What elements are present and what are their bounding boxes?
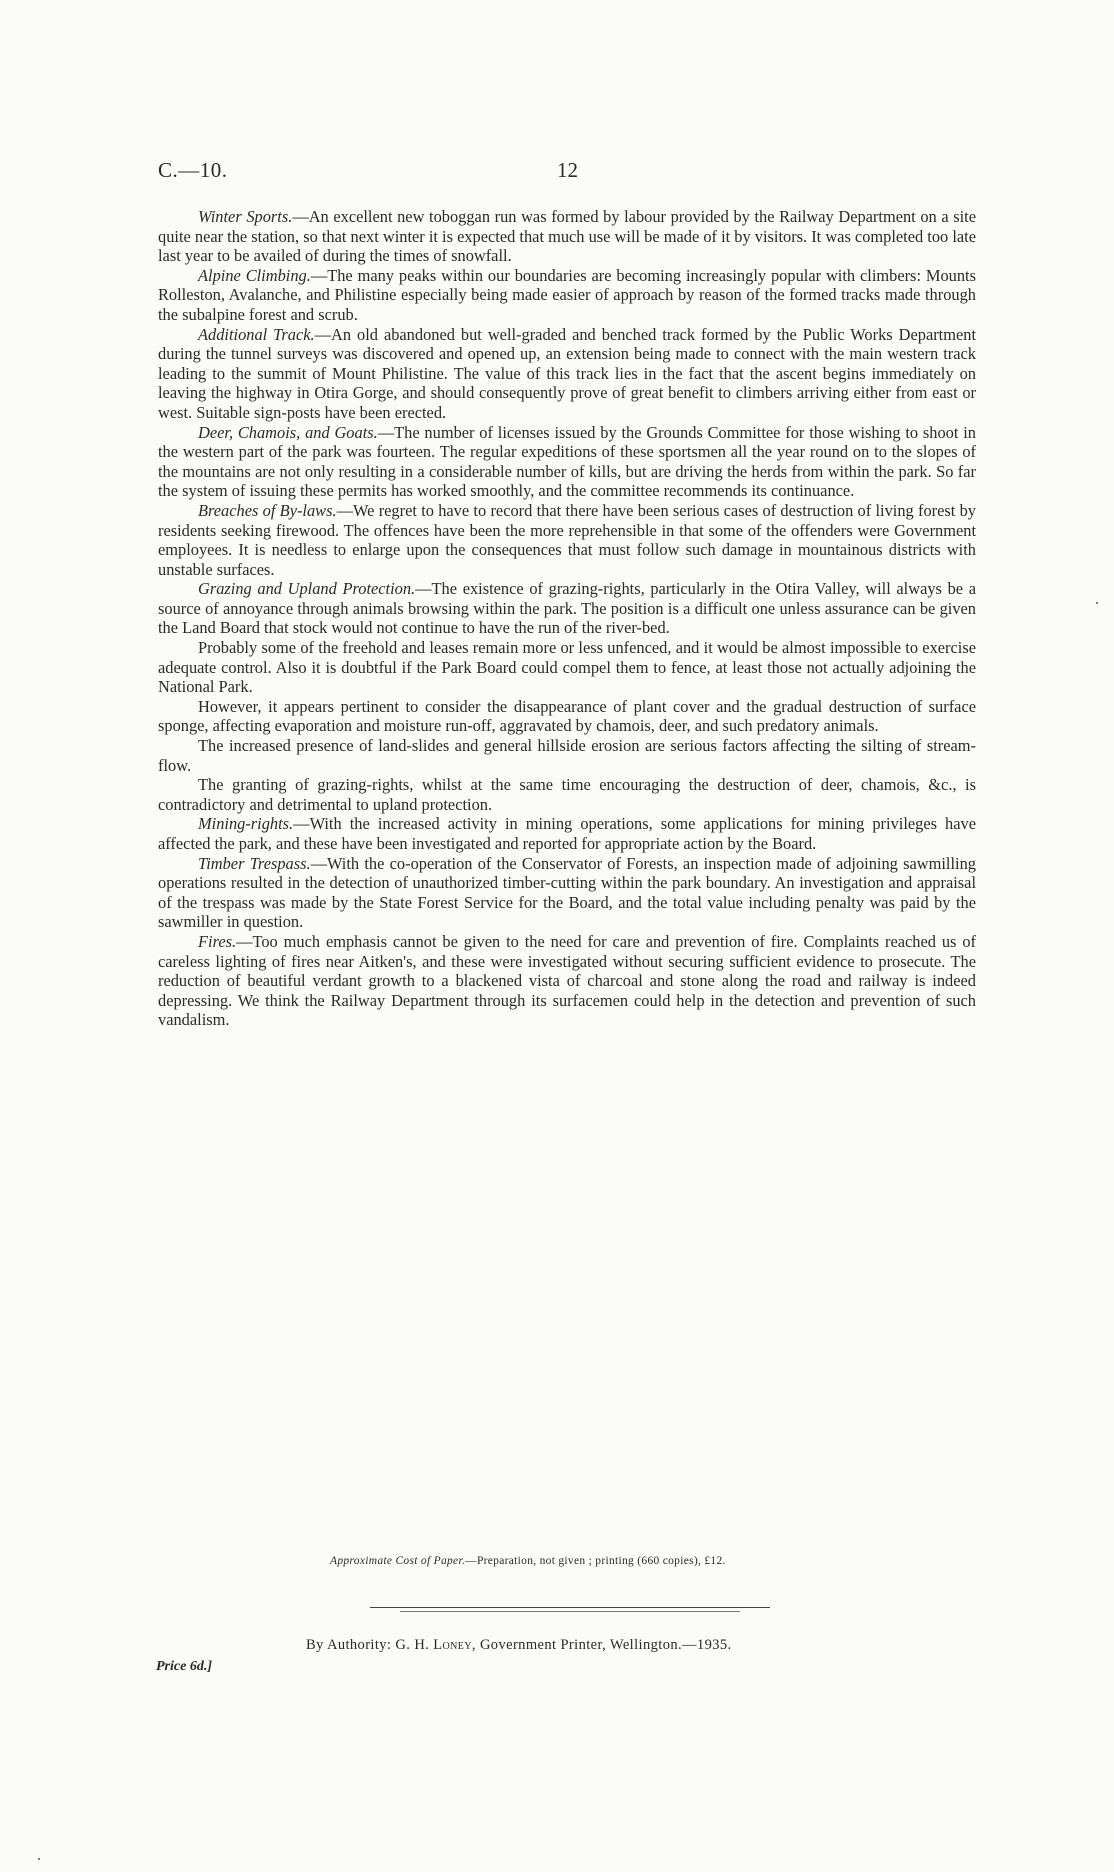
cost-text: —Preparation, not given ; printing (660 copies), £12.: [465, 1555, 726, 1567]
paragraph-heading: Timber Trespass.: [198, 853, 311, 873]
paragraph-text: —With the increased activity in mining operations, some applications for mining privileges have affected the park, and these have been investigated and reported for appropriate action by the Board.: [158, 814, 976, 853]
paragraph-landslides: [158, 736, 976, 775]
paragraph-text: —An old abandoned but well-graded and benched track formed by the Public Works Department during the tunnel surveys was discovered and opened up, an extension being made to connect with the main western track leading to the summit of Mount Philistine. The value of this track lies in the fact that the ascent begins immediately on leaving the highway in Otira Gorge, and should consequently prove of great benefit to climbers arriving either from east or west. Suitable sign-posts have been erected.: [158, 324, 976, 422]
paragraph-plant-cover: [158, 697, 976, 736]
paragraph-freehold: [158, 638, 976, 697]
report-reference: C.—10.: [158, 158, 228, 182]
footer-divider: [370, 1607, 770, 1608]
paragraph-text: —We regret to have to record that there have been serious cases of destruction of living forest by residents seeking firewood. The offences have been the more reprehensible in that some of the offenders were Government employees. It is needless to enlarge upon the consequences that must follow such damage in mountainous districts with unstable surfaces.: [158, 500, 976, 579]
paragraph-timber-trespass: [158, 854, 976, 932]
footer-divider-secondary: [400, 1611, 740, 1612]
paragraph-additional-track: [158, 325, 976, 423]
scan-speck: [38, 1858, 40, 1860]
paragraph-heading: Deer, Chamois, and Goats.: [198, 422, 378, 442]
paragraph-text: The granting of grazing-rights, whilst at the same time encouraging the destruction of deer, chamois, &c., is contradictory and detrimental to upland protection.: [158, 775, 976, 814]
printer-imprint: [306, 1637, 732, 1654]
paragraph-text: —Too much emphasis cannot be given to the need for care and prevention of fire. Complaints reached us of careless lighting of fires near Aitken's, and these were investigated without securing sufficient evidence to prosecute. The reduction of beautiful verdant growth to a blackened vista of charcoal and stone along the road and railway is indeed depressing. We think the Railway Department through its surfacemen could help in the detection and prevention of such vandalism.: [158, 931, 976, 1030]
printer-name: G. H. Loney,: [395, 1637, 476, 1653]
paragraph-heading: Grazing and Upland Protection.: [198, 579, 416, 599]
paragraph-text: —With the co-operation of the Conservator of Forests, an inspection made of adjoining sawmilling operations resulted in the detection of unauthorized timber-cutting within the park boundary. An investigation and appraisal of the trespass was made by the State Forest Service for the Board, and the total value including penalty was paid by the sawmiller in question.: [158, 853, 976, 932]
paragraph-heading: Breaches of By-laws.: [198, 500, 337, 520]
paragraph-fires: [158, 932, 976, 1030]
paragraph-text: —An excellent new toboggan run was formed by labour provided by the Railway Department on a site quite near the station, so that next winter it is expected that much use will be made of it by visitors. It was completed too late last year to be availed of during the times of snowfall.: [158, 207, 976, 266]
report-body: [158, 207, 976, 1030]
paragraph-heading: Mining-rights.: [198, 814, 294, 834]
paragraph-grazing-upland: [158, 579, 976, 638]
paragraph-grazing-rights: [158, 775, 976, 814]
paragraph-heading: Additional Track.: [198, 324, 315, 344]
paragraph-breaches-of-bylaws: [158, 501, 976, 579]
paragraph-text: Probably some of the freehold and leases remain more or less unfenced, and it would be almost impossible to exercise adequate control. Also it is doubtful if the Park Board could compel them to fence, at least those not actually adjoining the National Park.: [158, 638, 976, 697]
cost-of-paper-note: [330, 1555, 850, 1567]
authority-suffix: Government Printer, Wellington.—1935.: [479, 1637, 732, 1653]
paragraph-text: —The number of licenses issued by the Grounds Committee for those wishing to shoot in the western part of the park was fourteen. The regular expeditions of these sportsmen all the year round on to the slopes of the mountains are not only resulting in a considerable number of kills, but are driving the herds from within the park. So far the system of issuing these permits has worked smoothly, and the committee recommends its continuance.: [158, 422, 976, 501]
paragraph-text: —The many peaks within our boundaries are becoming increasingly popular with climbers: Mounts Rolleston, Avalanche, and Philistine especially being made easier of approach by reason of the formed tracks made through the subalpine forest and scrub.: [158, 265, 976, 324]
authority-prefix: By Authority:: [306, 1637, 392, 1653]
scan-speck: [1096, 602, 1098, 604]
price-label: Price 6d.]: [156, 1659, 212, 1674]
paragraph-mining-rights: [158, 814, 976, 853]
cost-label: Approximate Cost of Paper.: [330, 1555, 466, 1567]
paragraph-text: The increased presence of land-slides and general hillside erosion are serious factors affecting the silting of stream-flow.: [158, 736, 976, 775]
paragraph-text: —The existence of grazing-rights, particularly in the Otira Valley, will always be a source of annoyance through animals browsing within the park. The position is a difficult one unless assurance can be given the Land Board that stock would not continue to have the run of the river-bed.: [158, 579, 976, 638]
paragraph-heading: Alpine Climbing.: [198, 265, 311, 285]
paragraph-deer-chamois-goats: [158, 423, 976, 501]
paragraph-text: However, it appears pertinent to consider the disappearance of plant cover and the gradual destruction of surface sponge, affecting evaporation and moisture run-off, aggravated by chamois, deer, and such predatory animals.: [158, 696, 976, 736]
paragraph-heading: Winter Sports.: [198, 207, 293, 226]
paragraph-heading: Fires.: [198, 931, 237, 951]
page-number: 12: [557, 158, 578, 182]
paragraph-alpine-climbing: [158, 266, 976, 325]
paragraph-winter-sports: [158, 207, 976, 266]
